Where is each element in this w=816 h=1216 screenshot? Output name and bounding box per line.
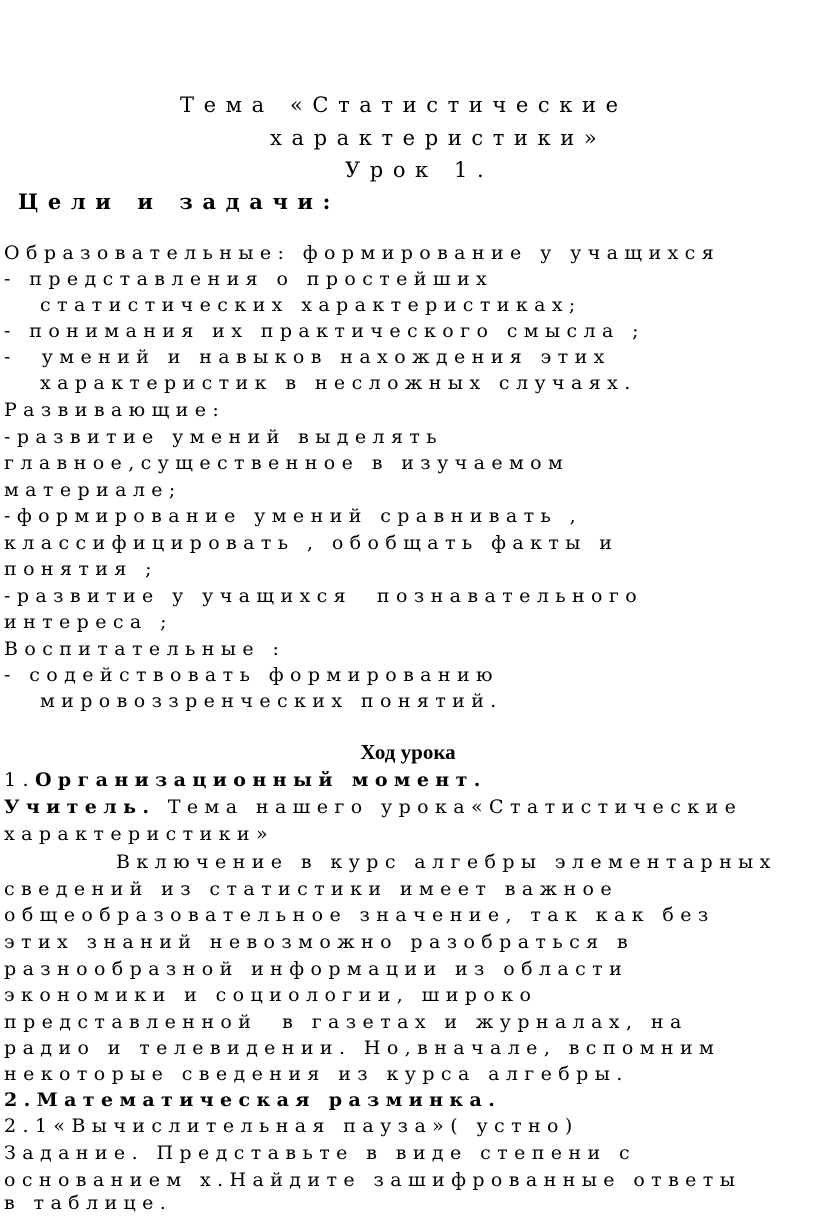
- goals-heading: Цели и задачи:: [18, 189, 340, 214]
- paragraph-line: радио и телевидении. Но,вначале, вспомним: [4, 1037, 721, 1059]
- goal-line: главное,существенное в изучаемом: [4, 452, 570, 474]
- section-2-heading: 2.Математическая разминка.: [4, 1089, 502, 1111]
- goal-line: - представления о простейших: [4, 268, 494, 290]
- course-heading: Ход урока: [360, 740, 456, 764]
- lesson-number: Урок 1.: [345, 158, 494, 182]
- section-1-number: 1.: [4, 769, 35, 791]
- teacher-line: [4, 794, 742, 820]
- section-2-subtitle: 2.1«Вычислительная пауза»( устно): [4, 1115, 579, 1137]
- section-1-title: Организационный момент.: [34, 769, 487, 791]
- goal-line: мировоззренческих понятий.: [40, 690, 503, 712]
- teacher-label: Учитель.: [4, 796, 156, 818]
- goal-line: понятия ;: [4, 558, 158, 580]
- paragraph-line: этих знаний невозможно разобраться в: [4, 931, 635, 953]
- goal-line: статистических характеристиках;: [40, 294, 582, 316]
- goal-line: -формирование умений сравнивать ,: [4, 505, 583, 527]
- goal-line: Развивающие:: [4, 399, 226, 421]
- task-line: основанием x.Найдите зашифрованные ответы: [4, 1169, 742, 1191]
- task-line: Задание. Представьте в виде степени с: [4, 1142, 637, 1164]
- goal-line: - умений и навыков нахождения этих: [4, 346, 611, 368]
- task-line: в таблице.: [4, 1192, 173, 1214]
- title-line-2: характеристики»: [270, 126, 607, 150]
- goal-line: Воспитательные :: [4, 638, 286, 660]
- paragraph-line: разнообразной информации из области: [4, 958, 629, 980]
- goal-line: материале;: [4, 479, 182, 501]
- goal-line: Образовательные: формирование у учащихся: [4, 242, 721, 264]
- goal-line: интереса ;: [4, 611, 173, 633]
- section-1-heading: [4, 767, 487, 793]
- teacher-text-cont: характеристики»: [4, 823, 274, 845]
- paragraph-line: сведений из статистики имеет важное: [4, 878, 619, 900]
- goal-line: -развитие у учащихся познавательного: [4, 585, 644, 607]
- teacher-text: Тема нашего урока«Статистические: [155, 796, 743, 818]
- goal-line: классифицировать , обобщать факты и: [4, 532, 619, 554]
- goal-line: - понимания их практического смысла ;: [4, 320, 645, 342]
- paragraph-line: Включение в курс алгебры элементарных: [116, 851, 777, 873]
- goal-line: - содействовать формированию: [4, 664, 499, 686]
- paragraph-line: представленной в газетах и журналах, на: [4, 1011, 688, 1033]
- goal-line: -развитие умений выделять: [4, 426, 443, 448]
- paragraph-line: общеобразовательное значение, так как без: [4, 904, 715, 926]
- goal-line: характеристик в несложных случаях.: [40, 372, 637, 394]
- paragraph-line: экономики и социологии, широко: [4, 984, 538, 1006]
- paragraph-line: некоторые сведения из курса алгебры.: [4, 1063, 629, 1085]
- title-line-1: Тема «Статистические: [180, 93, 628, 117]
